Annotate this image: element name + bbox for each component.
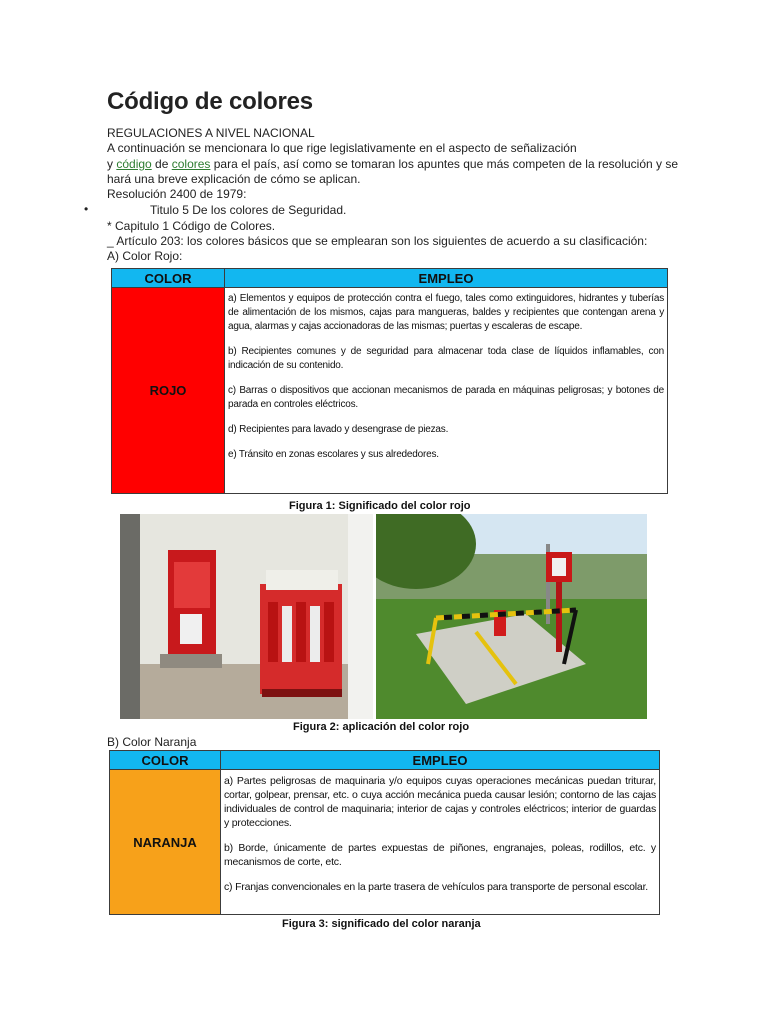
use-item: a) Partes peligrosas de maquinaria y/o equipos cuyas operaciones mecánicas puedan triturar, cortar, golpear, prensar, etc. o cuya acción mecánica pueda causar lesión; contorno de las cajas individuales de control de maquinaria; interior de cajas y controles eléctricos; interior de guardas y protecciones. [224,775,656,829]
resolution-line: Resolución 2400 de 1979: [107,187,247,201]
intro-line-with-links [107,157,678,172]
article-line: _ Artículo 203: los colores básicos que se emplearan son los siguientes de acuerdo a su clasificación: [107,234,648,248]
use-header: EMPLEO [221,751,660,770]
photo-illustration [376,514,647,719]
page-title: Código de colores [107,88,313,115]
codigo-link[interactable]: código [116,157,152,171]
intro-line: A continuación se mencionara lo que rige legislativamente en el aspecto de señalización [107,141,577,155]
use-header: EMPLEO [225,269,668,288]
text-fragment: y [107,157,117,171]
text-fragment: de [151,157,172,171]
intro-heading: REGULACIONES A NIVEL NACIONAL [107,126,315,140]
colores-link[interactable]: colores [171,157,211,171]
red-uses-cell [225,288,668,494]
red-swatch-cell: ROJO [112,288,225,494]
color-header: COLOR [112,269,225,288]
red-color-table [111,268,668,494]
title-line: Titulo 5 De los colores de Seguridad. [150,203,347,217]
text-fragment: para el país, así como se tomaran los apuntes que más competen de la resolución y se [210,157,679,171]
orange-color-table [109,750,660,915]
intro-line: hará una breve explicación de cómo se aplican. [107,172,361,186]
outdoor-hydrant-photo [376,514,647,719]
orange-swatch-cell: NARANJA [110,770,221,915]
orange-uses-cell [221,770,660,915]
use-item: e) Tránsito en zonas escolares y sus alrededores. [228,449,439,460]
section-b-heading: B) Color Naranja [107,735,197,749]
use-item: a) Elementos y equipos de protección contra el fuego, tales como extinguidores, hidrantes y tuberías de alimentación de los mismos, cajas para mangueras, baldes y recipientes que contengan arena y agua, alarmas y cajas accionadoras de las mismas; puertas y escaleras de escape. [228,293,664,332]
use-item: b) Recipientes comunes y de seguridad para almacenar toda clase de líquidos inflamables, con indicación de su contenido. [228,346,664,371]
fire-equipment-room-photo [120,514,373,719]
color-header: COLOR [110,751,221,770]
figure-caption: Figura 3: significado del color naranja [282,918,481,930]
figure-caption: Figura 1: Significado del color rojo [289,500,471,512]
use-item: d) Recipientes para lavado y desengrase de piezas. [228,424,449,435]
bullet-marker: • [84,202,89,216]
chapter-line: * Capitulo 1 Código de Colores. [107,219,276,233]
section-a-heading: A) Color Rojo: [107,249,183,263]
photo-illustration [120,514,373,719]
use-item: c) Franjas convencionales en la parte trasera de vehículos para transporte de personal escolar. [224,881,648,893]
figure-caption: Figura 2: aplicación del color rojo [293,721,470,733]
use-item: c) Barras o dispositivos que accionan mecanismos de parada en máquinas peligrosas; y botones de parada en controles eléctricos. [228,385,664,410]
use-item: b) Borde, únicamente de partes expuestas de piñones, engranajes, poleas, rodillos, etc. y mecanismos de corte, etc. [224,842,656,868]
